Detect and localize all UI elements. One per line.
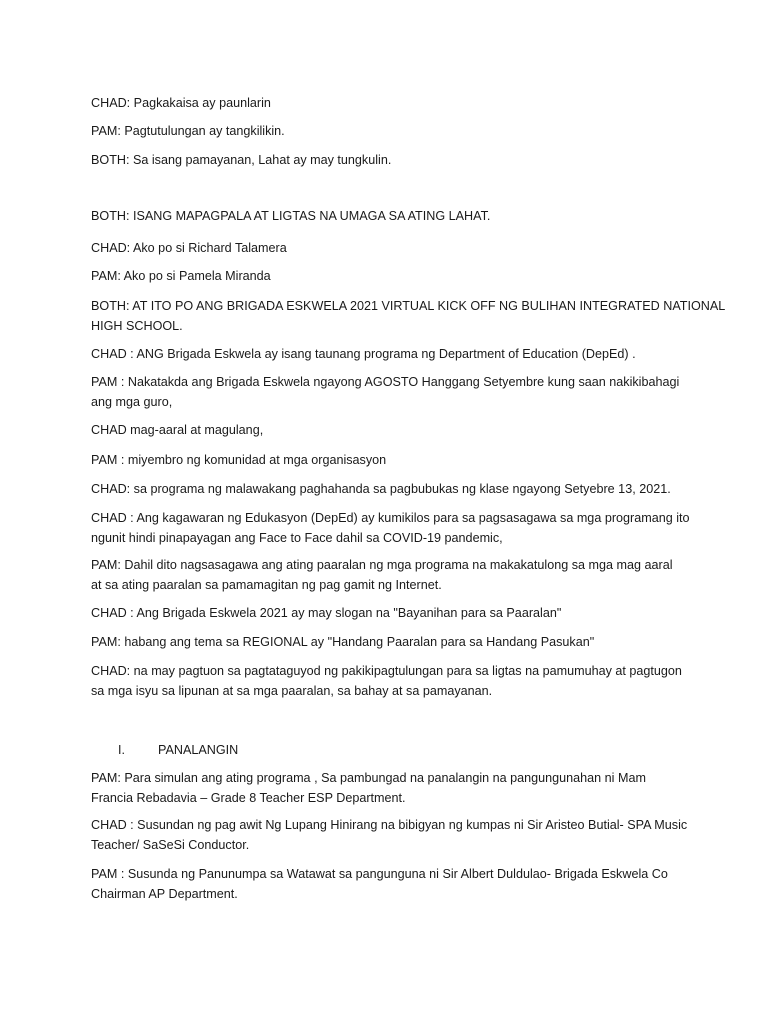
script-line: CHAD mag-aaral at magulang, xyxy=(91,423,264,437)
script-line: CHAD: Ako po si Richard Talamera xyxy=(91,241,287,255)
section-title: PANALANGIN xyxy=(158,743,239,757)
script-line: CHAD : Ang kagawaran ng Edukasyon (DepEd) ay kumikilos para sa pagsasagawa sa mga programang ito ngunit hindi pinapayagan ang Face to Face dahil sa COVID-19 pandemic, xyxy=(91,511,690,545)
section-number: I. xyxy=(118,743,125,757)
script-line: CHAD: na may pagtuon sa pagtataguyod ng pakikipagtulungan para sa ligtas na pamumuhay at pagtugon sa mga isyu sa lipunan at sa mga paaralan, sa bahay at sa pamayanan. xyxy=(91,664,682,698)
script-line: BOTH: ISANG MAPAGPALA AT LIGTAS NA UMAGA SA ATING LAHAT. xyxy=(91,209,491,223)
script-line: CHAD: sa programa ng malawakang paghahanda sa pagbubukas ng klase ngayong Setyebre 13, 2021. xyxy=(91,482,671,496)
script-line: CHAD : Ang Brigada Eskwela 2021 ay may slogan na "Bayanihan para sa Paaralan" xyxy=(91,606,562,620)
script-line: PAM : Nakatakda ang Brigada Eskwela ngayong AGOSTO Hanggang Setyembre kung saan nakikibahagi ang mga guro, xyxy=(91,375,680,409)
script-line: BOTH: AT ITO PO ANG BRIGADA ESKWELA 2021 VIRTUAL KICK OFF NG BULIHAN INTEGRATED NATIONAL HIGH SCHOOL. xyxy=(91,299,726,333)
section-line: PAM : Susunda ng Panunumpa sa Watawat sa pangunguna ni Sir Albert Duldulao- Brigada Eskwela Co Chairman AP Department. xyxy=(91,867,668,901)
script-line: BOTH: Sa isang pamayanan, Lahat ay may tungkulin. xyxy=(91,153,392,167)
section-line: PAM: Para simulan ang ating programa , Sa pambungad na panalangin na pangungunahan ni Mam Francia Rebadavia – Grade 8 Teacher ESP Department. xyxy=(91,771,646,805)
section-heading xyxy=(118,740,238,760)
script-line: CHAD: Pagkakaisa ay paunlarin xyxy=(91,96,271,110)
script-line: PAM : miyembro ng komunidad at mga organisasyon xyxy=(91,453,387,467)
script-line: CHAD : ANG Brigada Eskwela ay isang taunang programa ng Department of Education (DepEd) . xyxy=(91,347,636,361)
script-line: PAM: Pagtutulungan ay tangkilikin. xyxy=(91,124,285,138)
script-line: PAM: habang ang tema sa REGIONAL ay "Handang Paaralan para sa Handang Pasukan" xyxy=(91,635,595,649)
script-line: PAM: Ako po si Pamela Miranda xyxy=(91,269,271,283)
script-line: PAM: Dahil dito nagsasagawa ang ating paaralan ng mga programa na makakatulong sa mga mag aaral at sa ating paaralan sa pamamagitan ng pag gamit ng Internet. xyxy=(91,558,673,592)
section-line: CHAD : Susundan ng pag awit Ng Lupang Hinirang na bibigyan ng kumpas ni Sir Aristeo Butial- SPA Music Teacher/ SaSeSi Conductor. xyxy=(91,818,688,852)
